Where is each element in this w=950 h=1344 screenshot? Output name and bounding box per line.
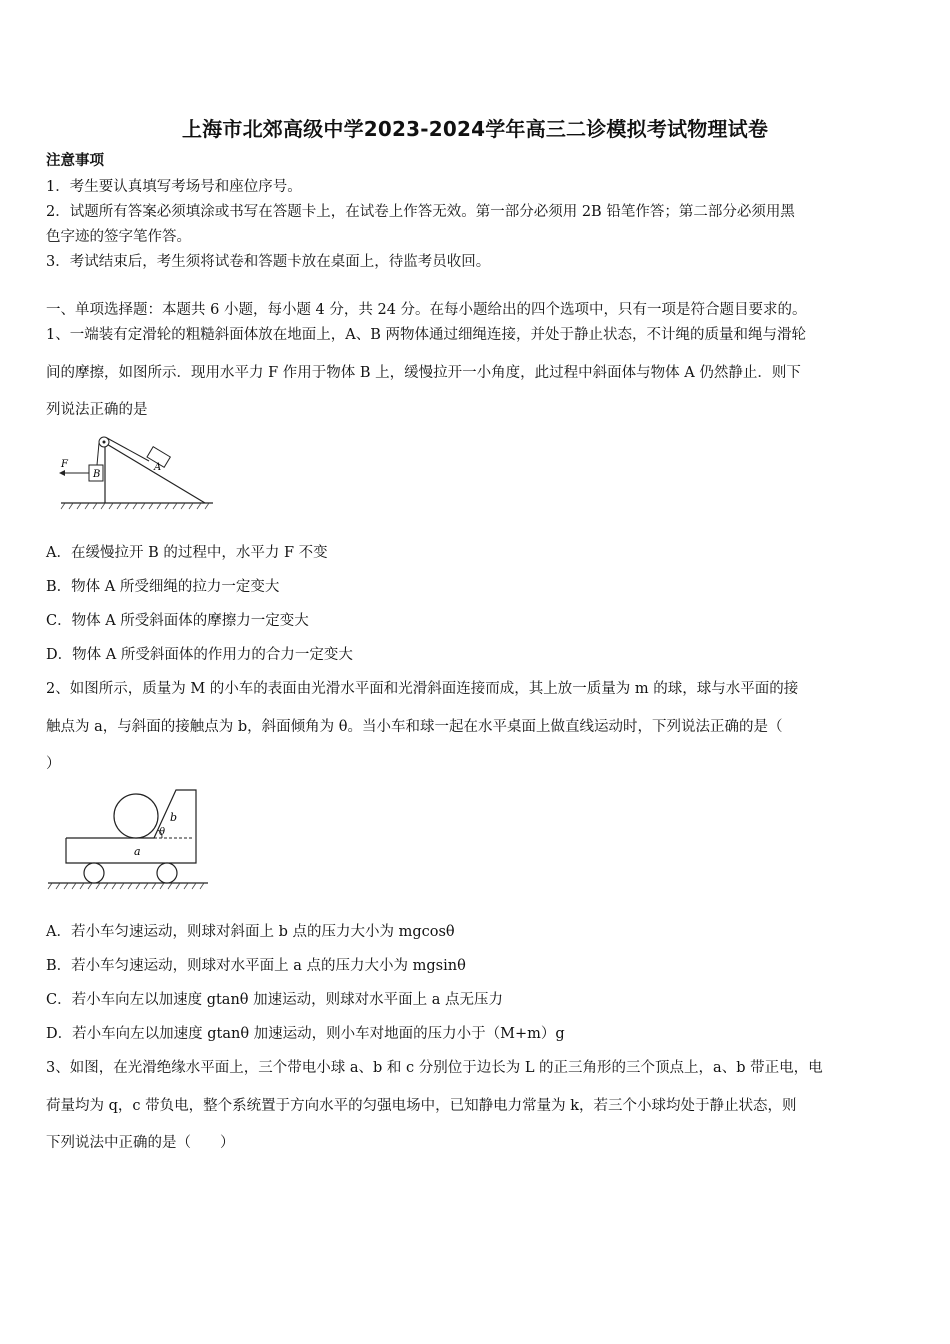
- q1-figure: [55, 433, 215, 513]
- notice-item-2: 2．试题所有答案必须填涂或书写在答题卡上，在试卷上作答无效。第一部分必须用 2B 铅笔作答；第二部分必须用黑: [46, 204, 795, 220]
- q2-line-2: 触点为 a，与斜面的接触点为 b，斜面倾角为 θ。当小车和球一起在水平桌面上做直线运动时，下列说法正确的是（: [46, 719, 783, 735]
- page-title: 上海市北郊高级中学2023-2024学年高三二诊模拟考试物理试卷: [181, 117, 769, 141]
- notice-item-1: 1．考生要认真填写考场号和座位序号。: [46, 179, 302, 195]
- q1-line-1: 1、一端装有定滑轮的粗糙斜面体放在地面上，A、B 两物体通过细绳连接，并处于静止状态，不计绳的质量和绳与滑轮: [46, 327, 806, 343]
- q1-option-a: A．在缓慢拉开 B 的过程中，水平力 F 不变: [46, 545, 328, 561]
- q1-block-b-label: B: [93, 469, 101, 480]
- q2-option-a: A．若小车匀速运动，则球对斜面上 b 点的压力大小为 mgcosθ: [46, 924, 455, 940]
- q1-option-d: D．物体 A 所受斜面体的作用力的合力一定变大: [46, 647, 353, 663]
- q2-point-b-label: b: [170, 811, 178, 824]
- notice-item-2-cont: 色字迹的签字笔作答。: [46, 229, 191, 245]
- q3-line-1: 3、如图，在光滑绝缘水平面上，三个带电小球 a、b 和 c 分别位于边长为 L 的正三角形的三个顶点上，a、b 带正电，电: [46, 1060, 823, 1076]
- q1-force-label: F: [61, 459, 68, 470]
- q3-line-2: 荷量均为 q，c 带负电，整个系统置于方向水平的匀强电场中，已知静电力常量为 k，若三个小球均处于静止状态，则: [46, 1098, 797, 1114]
- q1-line-3: 列说法正确的是: [46, 402, 148, 418]
- q2-angle-label: θ: [159, 827, 166, 838]
- q2-option-d: D．若小车向左以加速度 gtanθ 加速运动，则小车对地面的压力小于（M+m）g: [46, 1026, 565, 1042]
- q3-line-3: 下列说法中正确的是（ ）: [46, 1135, 235, 1151]
- q1-block-a-label: A: [154, 462, 162, 473]
- q1-option-c: C．物体 A 所受斜面体的摩擦力一定变大: [46, 613, 309, 629]
- q2-point-a-label: a: [134, 845, 141, 858]
- q1-line-2: 间的摩擦，如图所示．现用水平力 F 作用于物体 B 上，缓慢拉开一小角度，此过程中斜面体与物体 A 仍然静止．则下: [46, 365, 801, 381]
- q1-option-b: B．物体 A 所受细绳的拉力一定变大: [46, 579, 280, 595]
- section-heading: 一、单项选择题：本题共 6 小题，每小题 4 分，共 24 分。在每小题给出的四个选项中，只有一项是符合题目要求的。: [46, 302, 807, 318]
- q2-line-1: 2、如图所示，质量为 M 的小车的表面由光滑水平面和光滑斜面连接而成，其上放一质量为 m 的球，球与水平面的接: [46, 681, 799, 697]
- notice-heading: 注意事项: [46, 152, 104, 169]
- q2-line-3: ）: [46, 756, 61, 772]
- notice-item-3: 3．考试结束后，考生须将试卷和答题卡放在桌面上，待监考员收回。: [46, 254, 491, 270]
- q2-option-c: C．若小车向左以加速度 gtanθ 加速运动，则球对水平面上 a 点无压力: [46, 992, 503, 1008]
- q2-figure: [46, 785, 211, 890]
- q2-option-b: B．若小车匀速运动，则球对水平面上 a 点的压力大小为 mgsinθ: [46, 958, 466, 974]
